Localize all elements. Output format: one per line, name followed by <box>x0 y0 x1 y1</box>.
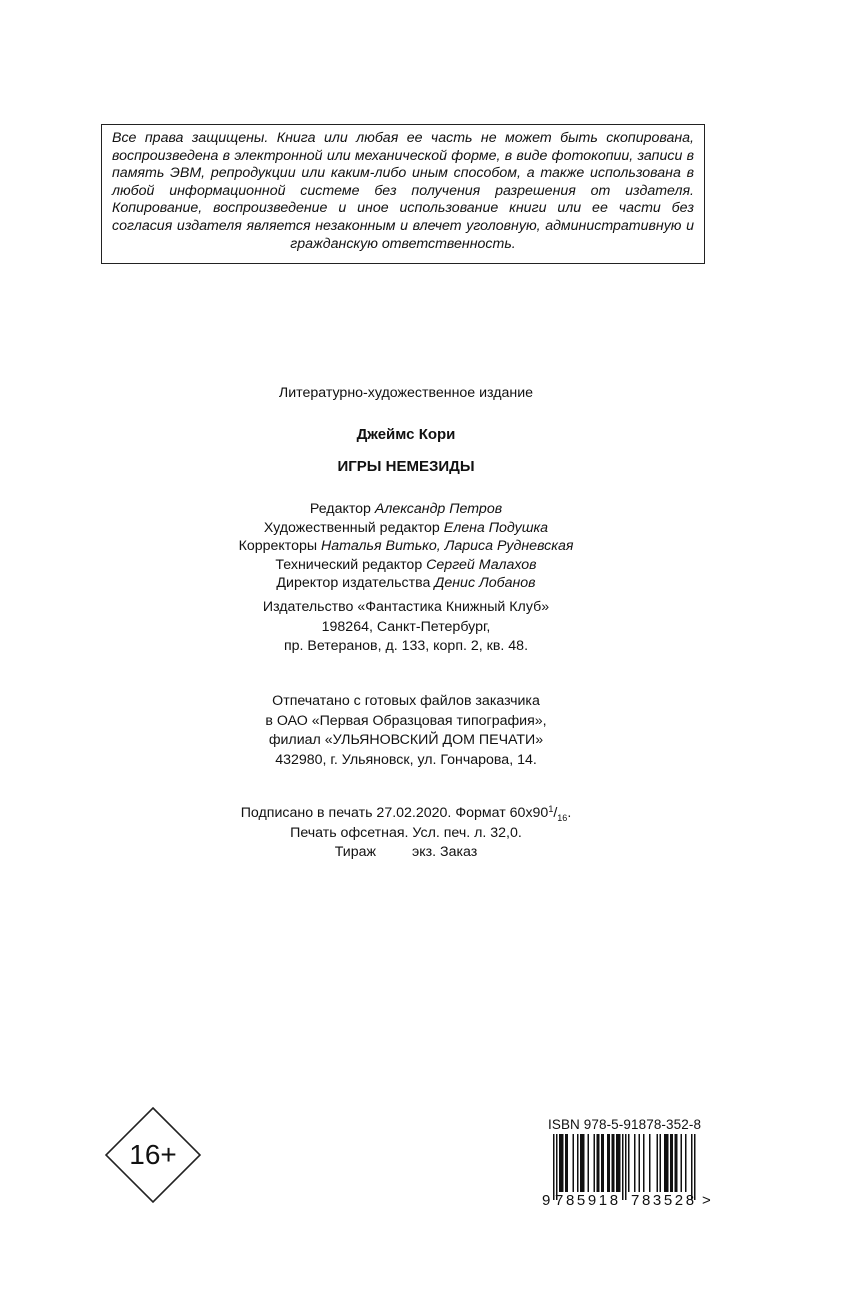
barcode-bar <box>666 1134 668 1192</box>
barcode-bar <box>660 1134 662 1192</box>
publisher-street: пр. Ветеранов, д. 133, корп. 2, кв. 48. <box>283 638 529 654</box>
barcode-bar <box>672 1134 674 1192</box>
print-details <box>0 804 812 863</box>
barcode-bar <box>607 1134 609 1192</box>
barcode-bar <box>613 1134 615 1192</box>
barcode-bar <box>573 1134 575 1192</box>
barcode-bar <box>559 1134 561 1192</box>
barcode-left-digits: 785918 <box>555 1192 621 1209</box>
barcode-bar <box>609 1134 611 1192</box>
barcode-bar <box>625 1134 627 1200</box>
barcode-bar <box>681 1134 683 1192</box>
barcode-bar <box>667 1134 669 1192</box>
barcode-bar <box>567 1134 569 1192</box>
barcode-bar <box>612 1134 614 1192</box>
publisher-city: 198264, Санкт-Петербург, <box>321 618 491 635</box>
barcode-bar <box>601 1134 603 1192</box>
barcode-bar <box>588 1134 590 1192</box>
barcode-end-mark: > <box>702 1192 711 1209</box>
rights-notice-box <box>101 124 705 264</box>
barcode-bar <box>694 1134 696 1200</box>
barcode-bar <box>577 1134 579 1192</box>
barcode-bar <box>565 1134 567 1192</box>
barcode-bar <box>664 1134 666 1192</box>
age-rating-badge <box>105 1107 201 1203</box>
printing-line-4: 432980, г. Ульяновск, ул. Гончарова, 14. <box>275 751 537 768</box>
staff-credits <box>0 500 812 593</box>
printing-info <box>0 692 812 770</box>
staff-line-art-editor: Художественный редактор Елена Подушка <box>263 519 549 536</box>
barcode-bar <box>691 1134 693 1200</box>
barcode-bar <box>649 1134 651 1192</box>
barcode-bar <box>616 1134 618 1192</box>
barcode-bar <box>594 1134 596 1192</box>
barcode-bar <box>670 1134 672 1192</box>
barcode-bar <box>597 1134 599 1192</box>
barcode-first-digit: 9 <box>542 1192 551 1209</box>
barcode-bar <box>634 1134 636 1192</box>
rights-notice-text: Все права защищены. Книга или любая ее часть не может быть скопирована, воспроизведена в электронной или механической форме, в виде фотокопии, записи в память ЭВМ, репродукции или каким-либо иным способом, а также использована в любой информационной системе без получения разрешения от издателя. Копирование, воспроизведение и иное использование книги или ее части без согласия издателя является незаконным и влечет уголовную, административную и гражданскую ответственность. <box>112 130 694 252</box>
barcode-bar <box>628 1134 630 1192</box>
barcode-bar <box>685 1134 687 1192</box>
run-order-line: Тираж экз. Заказ <box>334 844 478 860</box>
barcode-bar <box>598 1134 600 1192</box>
barcode-bar <box>580 1134 582 1192</box>
printing-line-1: Отпечатано с готовых файлов заказчика <box>272 693 540 709</box>
barcode-bar <box>675 1134 677 1192</box>
isbn-block <box>542 1117 712 1212</box>
printing-line-3: филиал «УЛЬЯНОВСКИЙ ДОМ ПЕЧАТИ» <box>268 732 544 748</box>
author-name: Джеймс Кори <box>356 426 456 443</box>
barcode-bar <box>639 1134 641 1192</box>
print-type-line: Печать офсетная. Усл. печ. л. 32,0. <box>290 824 522 841</box>
barcode-bar <box>619 1134 621 1192</box>
barcode-bar <box>643 1134 645 1192</box>
barcode-bar <box>553 1134 555 1200</box>
barcode-bar <box>657 1134 659 1192</box>
barcode-bar <box>583 1134 585 1192</box>
barcode-bar <box>582 1134 584 1192</box>
barcode-right-digits: 783528 <box>631 1192 697 1209</box>
signed-format-line: Подписано в печать 27.02.2020. Формат $60x90^1/_{16}$. <box>240 804 572 823</box>
printing-line-2: в ОАО «Первая Образцовая типография», <box>265 712 547 729</box>
staff-line-proofreaders: Корректоры Наталья Витько, Лариса Рудневская <box>238 538 574 555</box>
staff-line-director: Директор издательства Денис Лобанов <box>276 575 536 592</box>
barcode-bar <box>603 1134 605 1192</box>
book-title: ИГРЫ НЕМЕЗИДЫ <box>337 458 475 475</box>
barcode-bar <box>562 1134 564 1192</box>
edition-type: Литературно-художественное издание <box>278 385 534 401</box>
barcode-bar <box>622 1134 624 1200</box>
staff-line-editor: Редактор Александр Петров <box>309 501 503 517</box>
barcode-bar <box>618 1134 620 1192</box>
isbn-label: ISBN 978-5-91878-352-8 <box>548 1117 702 1132</box>
publisher-name: Издательство «Фантастика Книжный Клуб» <box>262 599 550 615</box>
barcode-bar <box>561 1134 563 1192</box>
staff-line-tech-editor: Технический редактор Сергей Малахов <box>275 556 537 573</box>
publisher-info <box>0 598 812 657</box>
age-rating-text: 16+ <box>129 1139 177 1170</box>
barcode-bar <box>556 1134 558 1200</box>
barcode-bar <box>676 1134 678 1192</box>
